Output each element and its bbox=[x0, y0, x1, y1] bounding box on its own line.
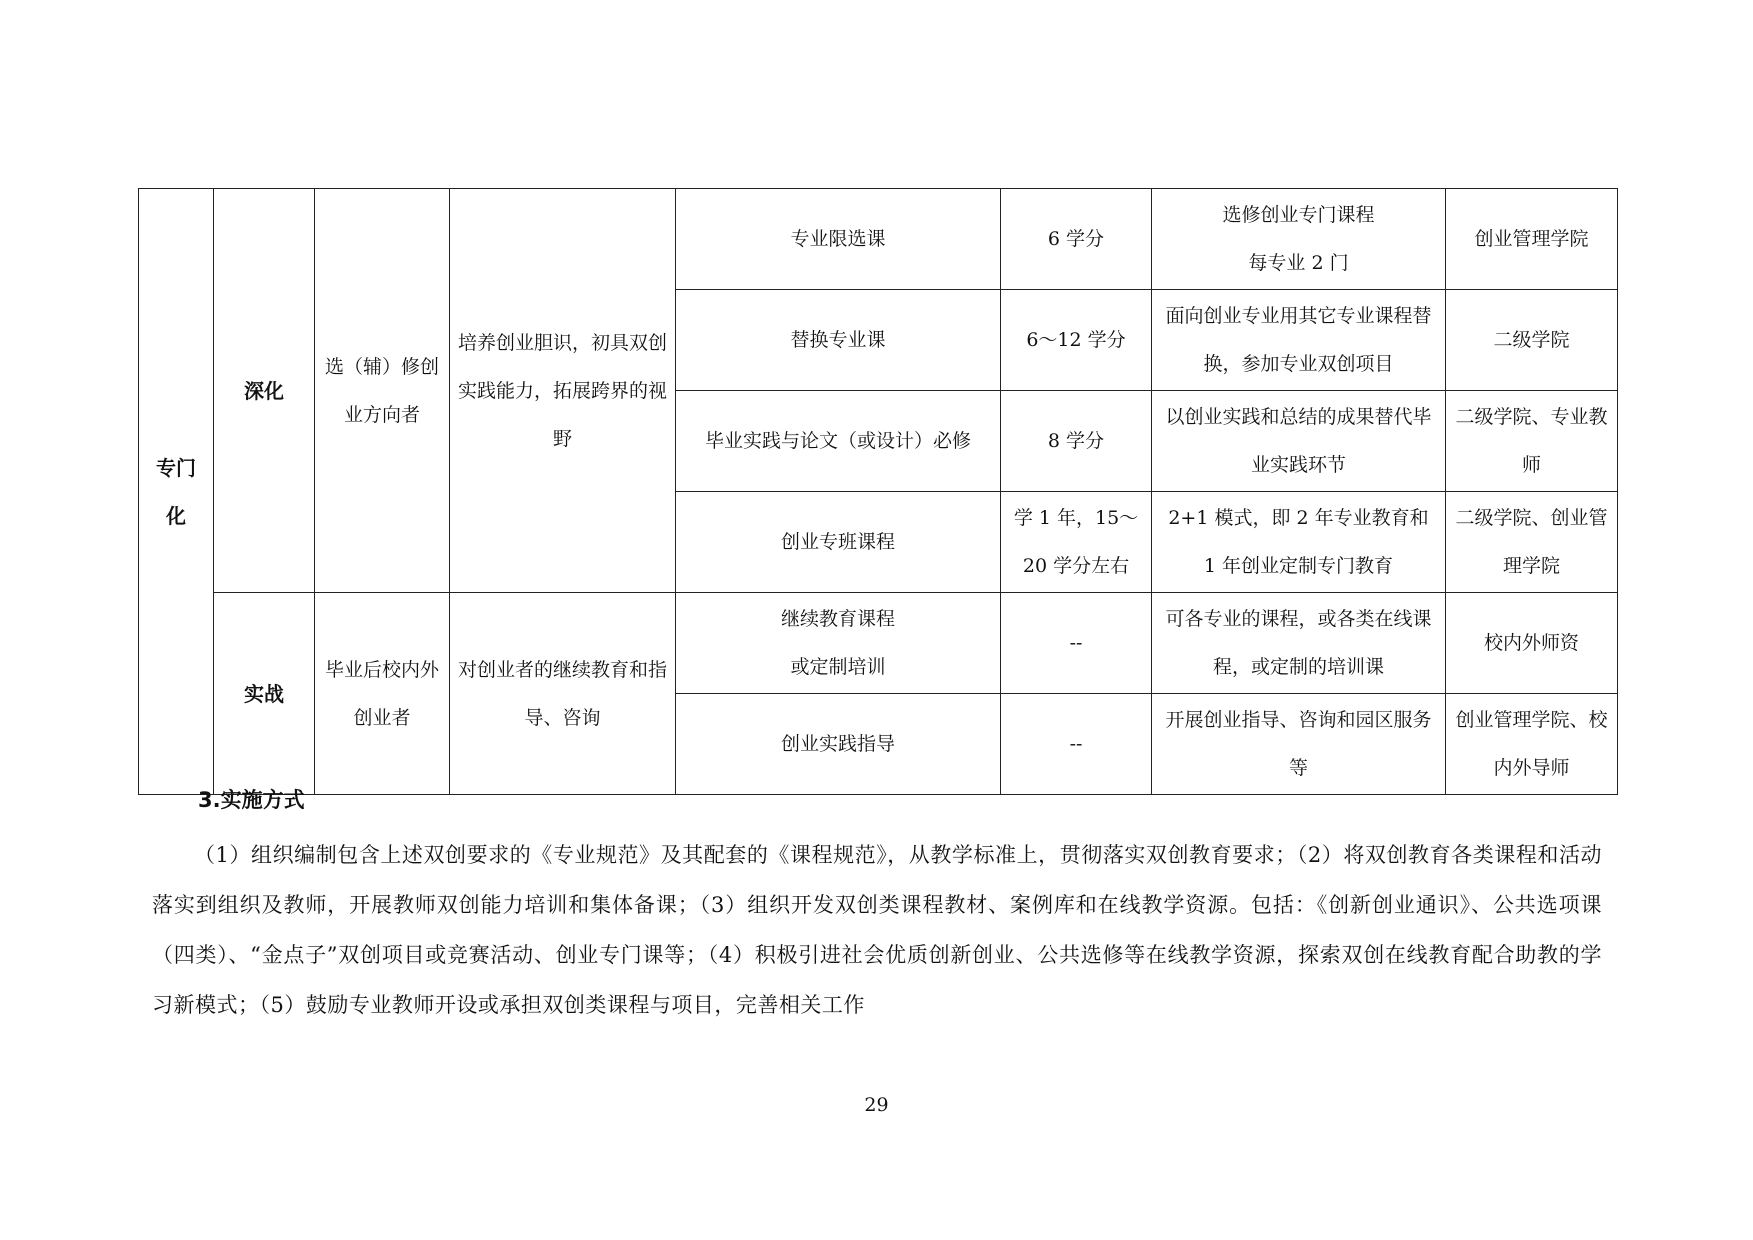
body-paragraph: （1）组织编制包含上述双创要求的《专业规范》及其配套的《课程规范》，从教学标准上，贯彻落实双创教育要求；（2）将双创教育各类课程和活动落实到组织及教师，开展教师双创能力培训和集体备课；（3）组织开发双创类课程教材、案例库和在线教学资源。包括：《创新创业通识》、公共选项课（四类）、“金点子”双创项目或竞赛活动、创业专门课等；（4）积极引进社会优质创新创业、公共选修等在线教学资源，探索双创在线教育配合助教的学习新模式；（5）鼓励专业教师开设或承担双创类课程与项目，完善相关工作 bbox=[152, 843, 1602, 1017]
requirement-cell: 可各专业的课程，或各类在线课程，或定制的培训课 bbox=[1152, 593, 1446, 694]
credits-cell: 6～12 学分 bbox=[1001, 290, 1152, 391]
course-cell: 创业专班课程 bbox=[676, 492, 1001, 593]
requirement-cell: 开展创业指导、咨询和园区服务等 bbox=[1152, 694, 1446, 795]
course-cell: 创业实践指导 bbox=[676, 694, 1001, 795]
credits-cell: -- bbox=[1001, 593, 1152, 694]
credits-cell: -- bbox=[1001, 694, 1152, 795]
unit-cell: 二级学院 bbox=[1446, 290, 1618, 391]
table-row bbox=[139, 593, 1618, 694]
course-cell: 继续教育课程 或定制培训 bbox=[676, 593, 1001, 694]
goal-cell: 培养创业胆识，初具双创实践能力，拓展跨界的视野 bbox=[450, 189, 676, 593]
curriculum-table bbox=[138, 188, 1618, 795]
unit-cell: 创业管理学院 bbox=[1446, 189, 1618, 290]
credits-cell: 6 学分 bbox=[1001, 189, 1152, 290]
page-number: 29 bbox=[864, 1094, 889, 1116]
course-cell: 毕业实践与论文（或设计）必修 bbox=[676, 391, 1001, 492]
goal-cell: 对创业者的继续教育和指导、咨询 bbox=[450, 593, 676, 795]
unit-cell: 校内外师资 bbox=[1446, 593, 1618, 694]
requirement-cell: 2+1 模式，即 2 年专业教育和 1 年创业定制专门教育 bbox=[1152, 492, 1446, 593]
target-cell: 选（辅）修创业方向者 bbox=[315, 189, 450, 593]
target-cell: 毕业后校内外创业者 bbox=[315, 593, 450, 795]
table-row bbox=[139, 189, 1618, 290]
unit-cell: 二级学院、创业管理学院 bbox=[1446, 492, 1618, 593]
category-cell: 专门化 bbox=[139, 189, 214, 795]
unit-cell: 创业管理学院、校内外导师 bbox=[1446, 694, 1618, 795]
requirement-cell: 面向创业专业用其它专业课程替换，参加专业双创项目 bbox=[1152, 290, 1446, 391]
unit-cell: 二级学院、专业教师 bbox=[1446, 391, 1618, 492]
credits-cell: 8 学分 bbox=[1001, 391, 1152, 492]
stage-cell: 深化 bbox=[214, 189, 315, 593]
course-cell: 替换专业课 bbox=[676, 290, 1001, 391]
course-cell: 专业限选课 bbox=[676, 189, 1001, 290]
requirement-cell: 选修创业专门课程 每专业 2 门 bbox=[1152, 189, 1446, 290]
credits-cell: 学 1 年，15～20 学分左右 bbox=[1001, 492, 1152, 593]
section-heading: 3.实施方式 bbox=[198, 788, 305, 812]
requirement-cell: 以创业实践和总结的成果替代毕业实践环节 bbox=[1152, 391, 1446, 492]
stage-cell: 实战 bbox=[214, 593, 315, 795]
